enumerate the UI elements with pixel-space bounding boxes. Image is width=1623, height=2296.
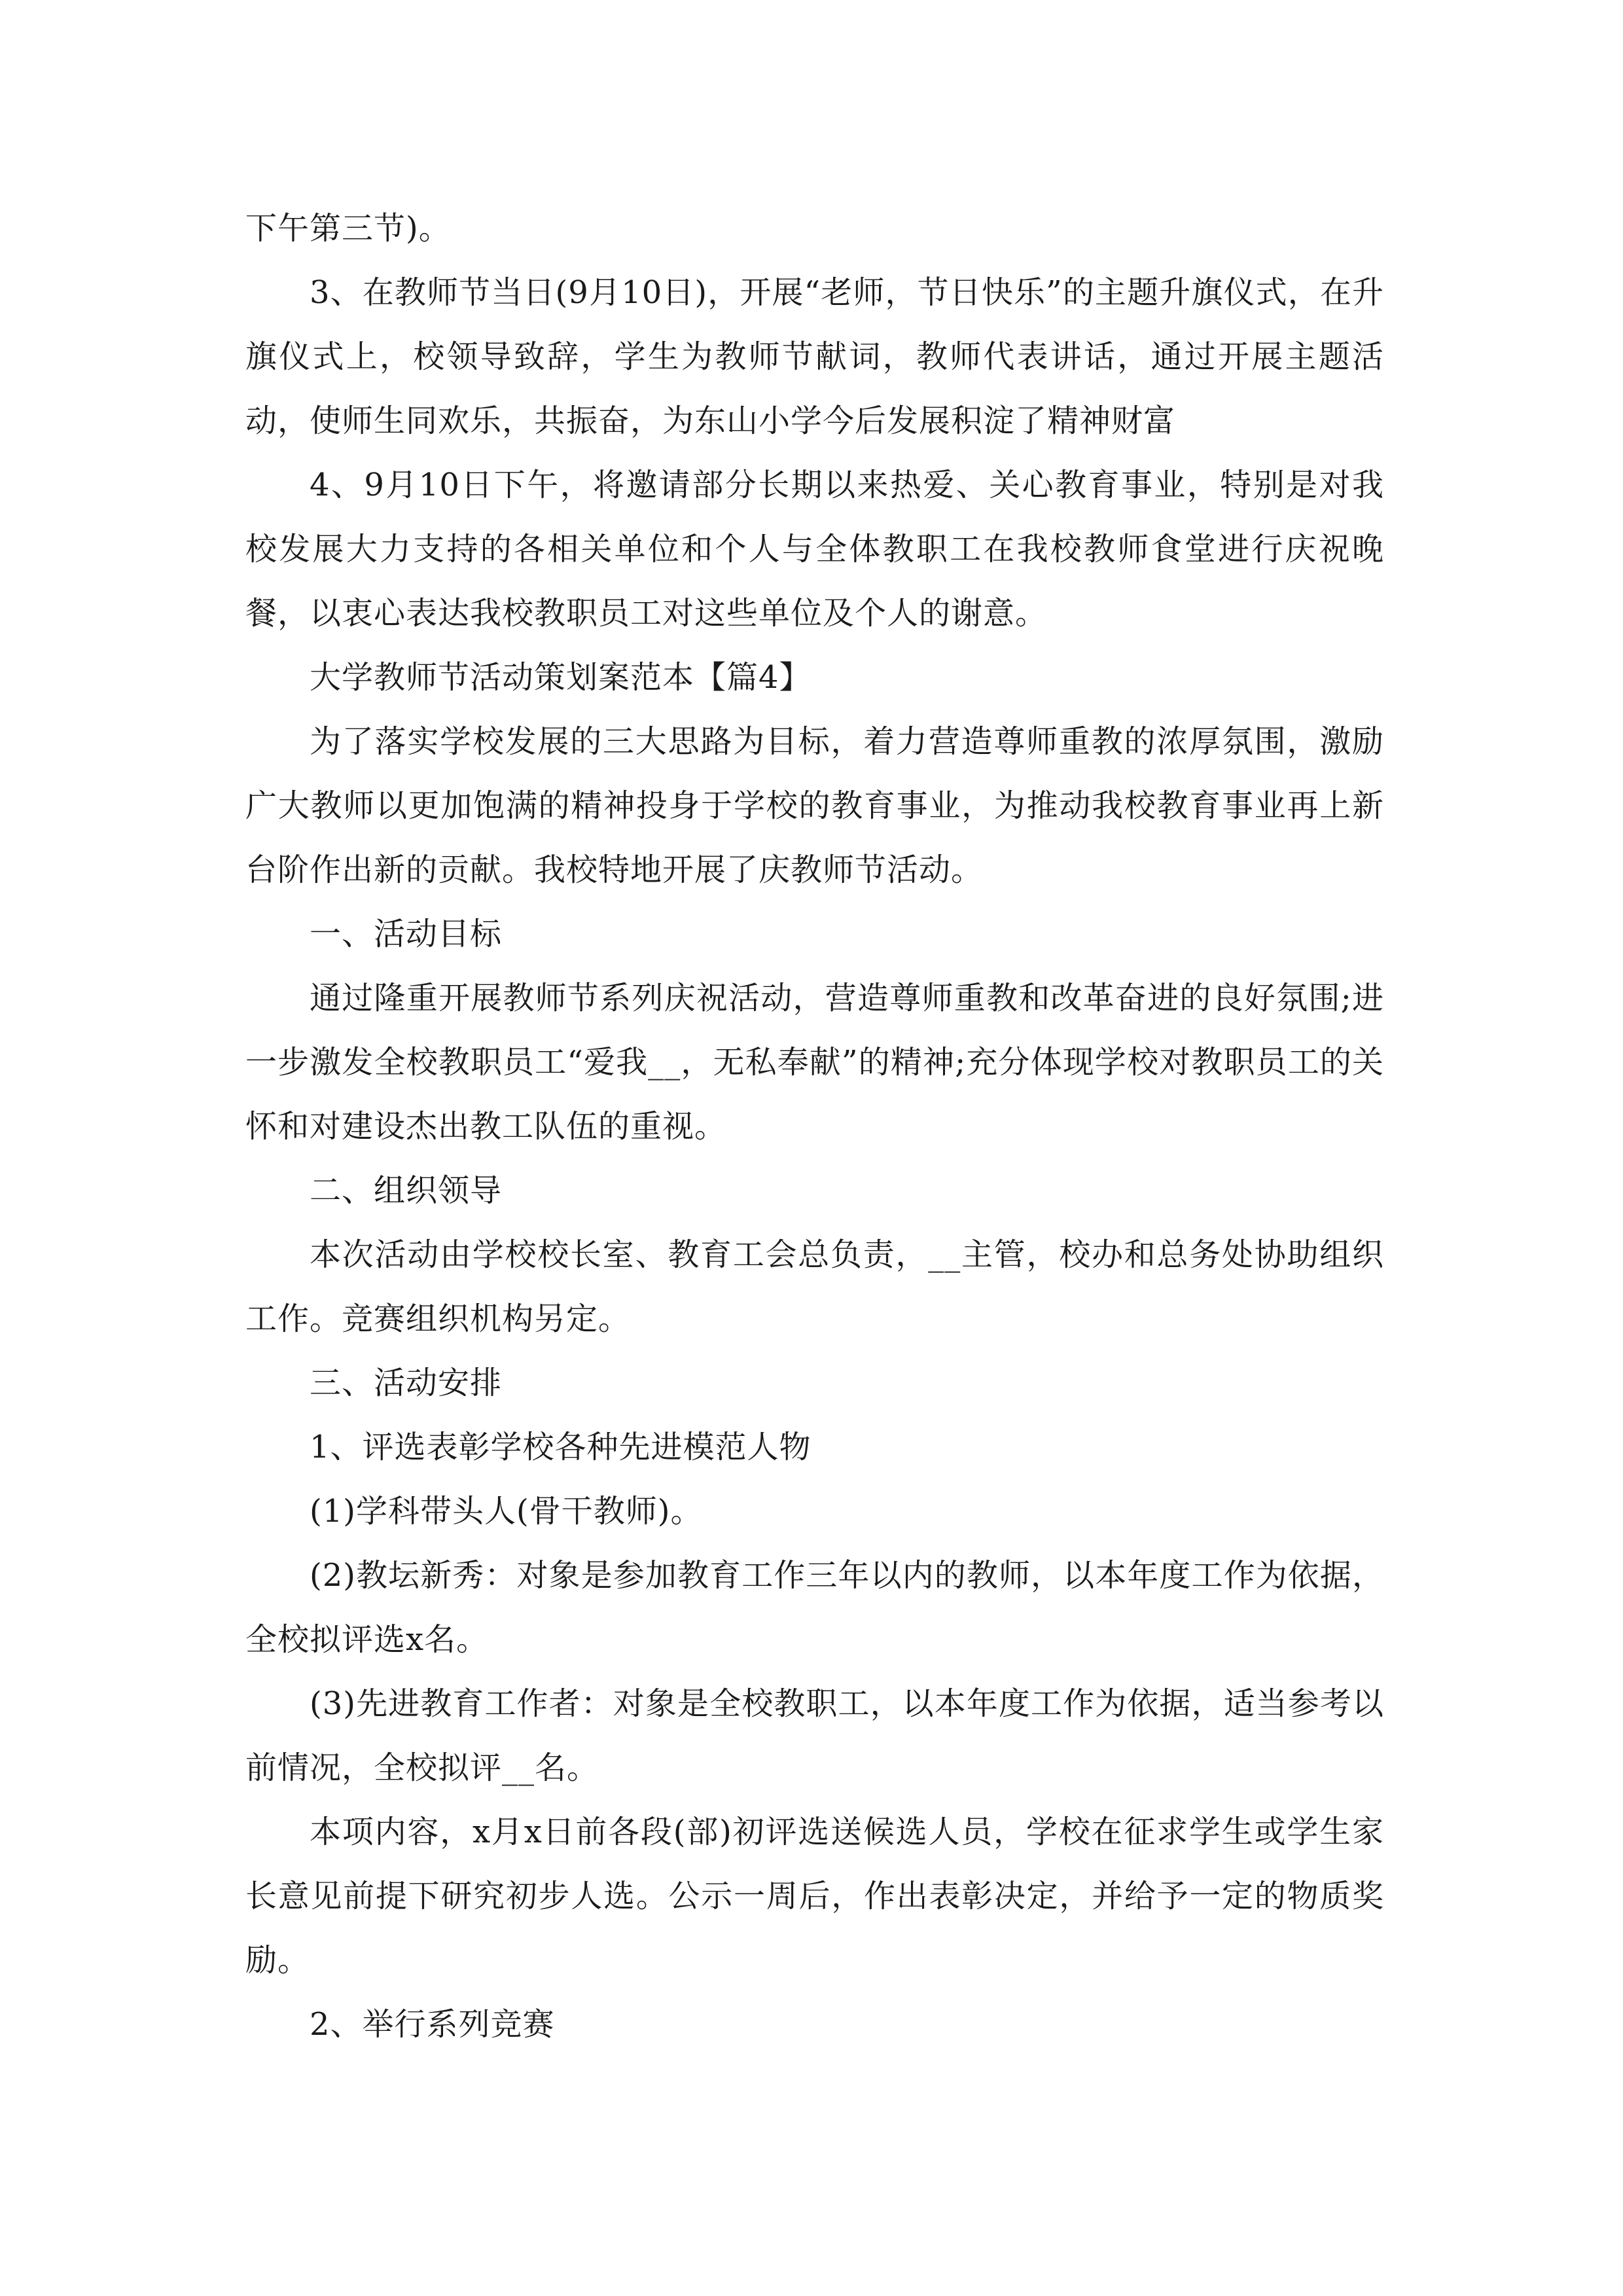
list-item: (2)教坛新秀：对象是参加教育工作三年以内的教师，以本年度工作为依据，全校拟评选x名。 (245, 1557, 1384, 1658)
paragraph: 4、9月10日下午，将邀请部分长期以来热爱、关心教育事业，特别是对我校发展大力支持的各相关单位和个人与全体教职工在我校教师食堂进行庆祝晚餐，以衷心表达我校教职员工对这些单位及个人的谢意。 (245, 467, 1384, 632)
list-item: 1、评选表彰学校各种先进模范人物 (310, 1429, 812, 1465)
paragraph: 本次活动由学校校长室、教育工会总负责，__主管，校办和总务处协助组织工作。竞赛组织机构另定。 (245, 1236, 1384, 1337)
paragraph: 通过隆重开展教师节系列庆祝活动，营造尊师重教和改革奋进的良好氛围;进一步激发全校教职员工“爱我__，无私奉献”的精神;充分体现学校对教职员工的关怀和对建设杰出教工队伍的重视。 (245, 980, 1384, 1145)
section-title: 大学教师节活动策划案范本【篇4】 (310, 659, 812, 696)
document-body (245, 196, 1384, 2056)
section-heading: 三、活动安排 (310, 1365, 503, 1401)
paragraph: 本项内容，x月x日前各段(部)初评选送候选人员，学校在征求学生或学生家长意见前提下研究初步人选。公示一周后，作出表彰决定，并给予一定的物质奖励。 (245, 1814, 1384, 1979)
paragraph: 下午第三节)。 (245, 210, 451, 247)
section-heading: 一、活动目标 (310, 916, 503, 952)
paragraph: 为了落实学校发展的三大思路为目标，着力营造尊师重教的浓厚氛围，激励广大教师以更加饱满的精神投身于学校的教育事业，为推动我校教育事业再上新台阶作出新的贡献。我校特地开展了庆教师节活动。 (245, 723, 1384, 888)
list-item: (1)学科带头人(骨干教师)。 (310, 1493, 703, 1530)
list-item: 2、举行系列竞赛 (310, 2006, 555, 2043)
list-item: (3)先进教育工作者：对象是全校教职工，以本年度工作为依据，适当参考以前情况，全校拟评__名。 (245, 1685, 1384, 1786)
paragraph: 3、在教师节当日(9月10日)，开展“老师，节日快乐”的主题升旗仪式，在升旗仪式上，校领导致辞，学生为教师节献词，教师代表讲话，通过开展主题活动，使师生同欢乐，共振奋，为东山小学今后发展积淀了精神财富 (245, 274, 1384, 439)
section-heading: 二、组织领导 (310, 1172, 503, 1209)
